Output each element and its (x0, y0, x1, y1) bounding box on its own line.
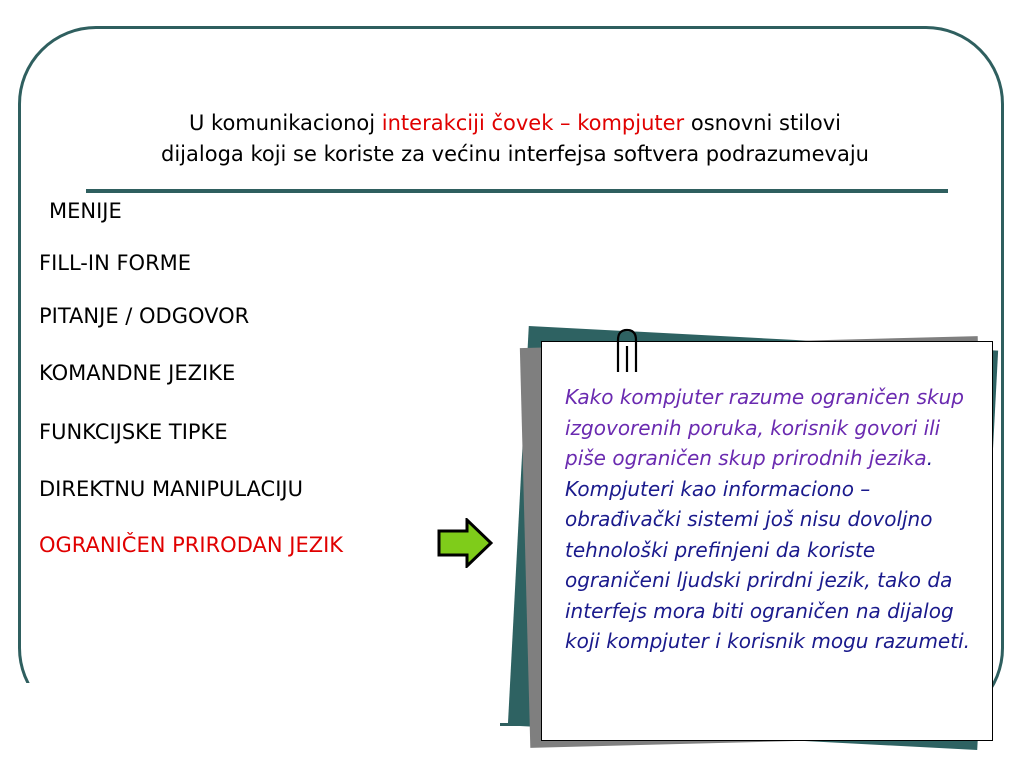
note-rest: . Kompjuteri kao informaciono – obrađivački sistemi još nisu dovoljno tehnološki prefinjeni da koriste ograničeni ljudski prirdni jezik, tako da interfejs mora biti ograničen na dijalog koji kompjuter i korisnik mogu razumeti. (565, 446, 970, 653)
list-item-pitanje-odgovor: PITANJE / ODGOVOR (39, 304, 250, 328)
title-highlight: interakciji čovek – kompjuter (381, 111, 685, 135)
arrow-right-icon (437, 518, 493, 568)
list-item-ogranicen-prirodan-jezik: OGRANIČEN PRIRODAN JEZIK (39, 533, 344, 557)
list-item-menije: MENIJE (49, 199, 122, 223)
list-item-funkcijske-tipke: FUNKCIJSKE TIPKE (39, 420, 228, 444)
title-line-2: dijaloga koji se koriste za većinu interfejsa softvera podrazumevaju (161, 142, 869, 166)
list-item-komandne-jezike: KOMANDNE JEZIKE (39, 361, 236, 385)
frame-mask (0, 683, 500, 768)
list-item-direktnu-manipulaciju: DIREKTNU MANIPULACIJU (39, 477, 303, 501)
title-divider (86, 189, 948, 193)
note-text (565, 382, 985, 657)
slide-title (80, 108, 950, 170)
list-item-fill-in-forme: FILL-IN FORME (39, 251, 192, 275)
title-part-1: U komunikacionoj (188, 111, 382, 135)
paper-clip-icon (612, 326, 646, 374)
title-part-3: osnovni stilovi (684, 111, 842, 135)
note-intro: Kako kompjuter razume ograničen skup izgovorenih poruka, korisnik govori ili piše ograničen skup prirodnih jezika (565, 385, 964, 470)
